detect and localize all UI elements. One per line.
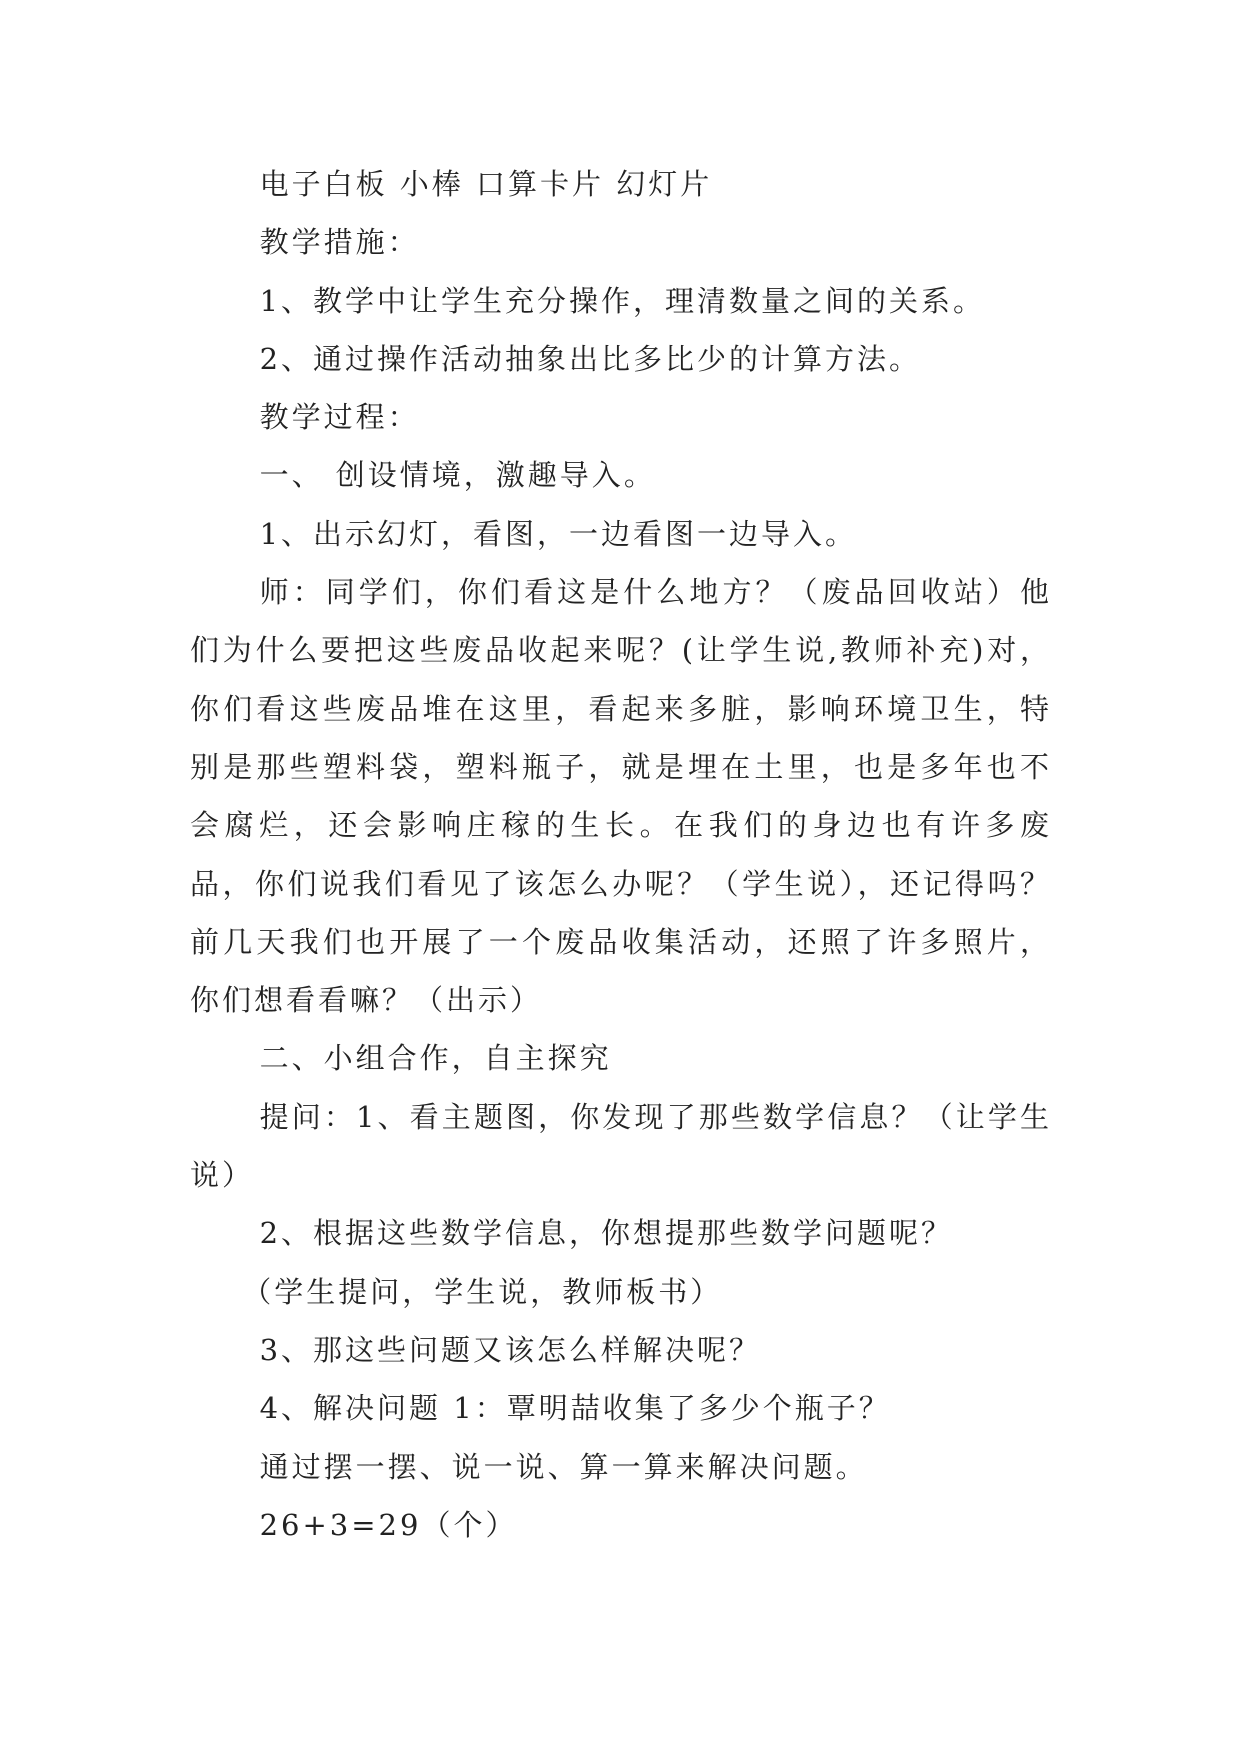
paragraph-section-2-heading: 二、小组合作，自主探究 xyxy=(259,1041,612,1076)
paragraph-materials: 电子白板 小棒 口算卡片 幻灯片 xyxy=(259,167,713,201)
paragraph-question-2: 2、根据这些数学信息，你想提那些数学问题呢？ xyxy=(259,1216,954,1251)
paragraph-measure-1: 1、教学中让学生充分操作，理清数量之间的关系。 xyxy=(259,283,986,318)
paragraph-step-1: 1、出示幻灯，看图，一边看图一边导入。 xyxy=(259,516,858,551)
paragraph-question-3: 3、那这些问题又该怎么样解决呢？ xyxy=(259,1332,762,1367)
paragraph-measure-2: 2、通过操作活动抽象出比多比少的计算方法。 xyxy=(259,341,922,376)
paragraph-problem-1: 4、解决问题 1：覃明喆收集了多少个瓶子？ xyxy=(259,1391,891,1426)
paragraph-section-1-heading: 一、 创设情境，激趣导入。 xyxy=(259,458,656,493)
paragraph-equation: 26+3=29（个） xyxy=(259,1507,518,1542)
paragraph-method: 通过摆一摆、说一说、算一算来解决问题。 xyxy=(259,1449,868,1484)
paragraph-question-1: 提问：1、看主题图，你发现了那些数学信息？（让学生说） xyxy=(190,1099,1052,1193)
paragraph-measures-heading: 教学措施： xyxy=(259,225,420,260)
paragraph-process-heading: 教学过程： xyxy=(259,400,420,435)
document-body xyxy=(190,155,1052,1554)
paragraph-teacher-dialogue: 师：同学们，你们看这是什么地方？（废品回收站）他们为什么要把这些废品收起来呢？(让学生说,教师补充)对，你们看这些废品堆在这里，看起来多脏，影响环境卫生，特别是那些塑料袋，塑料瓶子，就是埋在土里，也是多年也不会腐烂，还会影响庄稼的生长。在我们的身边也有许多废品，你们说我们看见了该怎么办呢？（学生说），还记得吗？前几天我们也开展了一个废品收集活动，还照了许多照片，你们想看看嘛？（出示） xyxy=(190,575,1052,1018)
paragraph-student-questions: （学生提问，学生说，教师板书） xyxy=(242,1274,723,1309)
